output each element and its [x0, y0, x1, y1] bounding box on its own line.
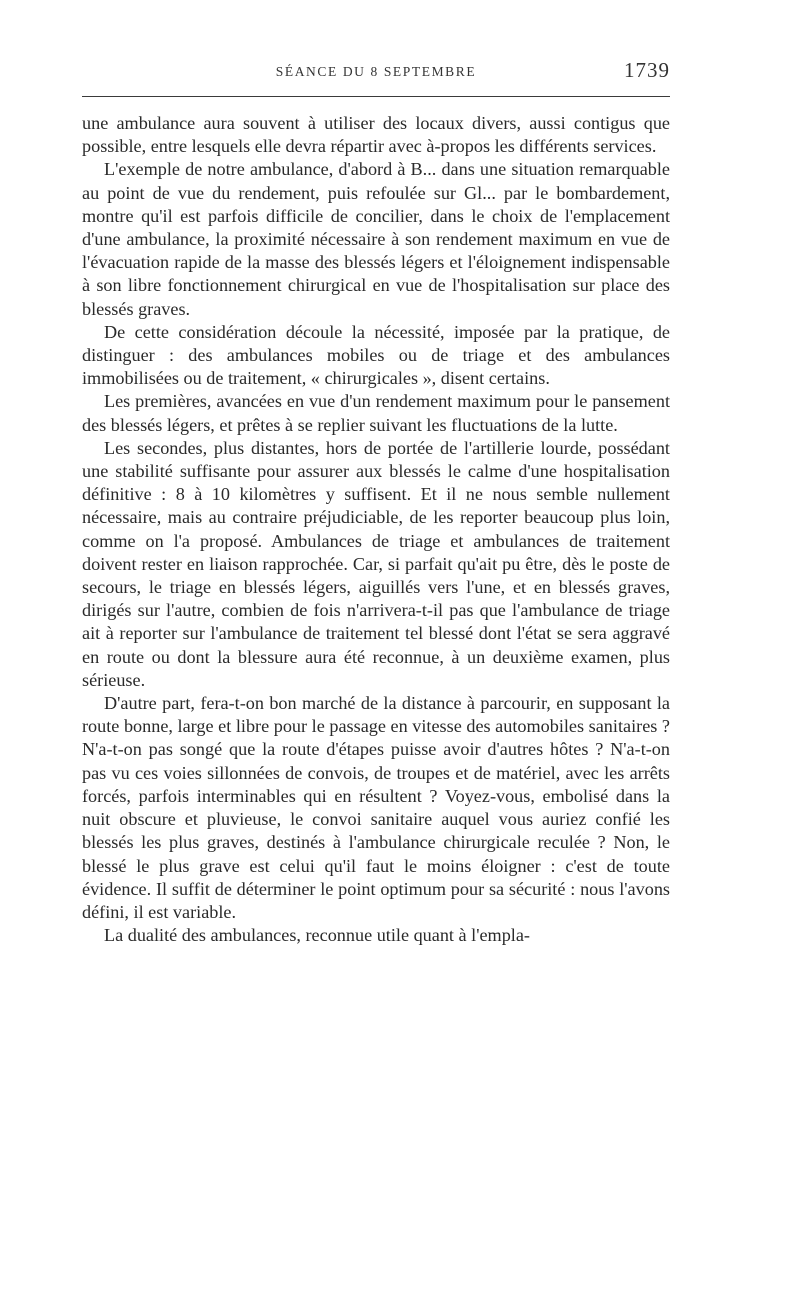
paragraph: De cette considération découle la nécessité, imposée par la pratique, de distinguer : des ambulances mobiles ou de triage et des ambulances immobilisées ou de traitement, « chirurgicales », disent certains.	[82, 321, 670, 389]
body-text	[82, 112, 670, 947]
paragraph: L'exemple de notre ambulance, d'abord à B... dans une situation remarquable au point de vue du rendement, puis refoulée sur Gl... par le bombardement, montre qu'il est parfois difficile de concilier, dans le choix de l'emplacement d'une ambulance, la proximité nécessaire à son rendement maximum en vue de l'évacuation rapide de la masse des blessés légers et l'éloignement indispensable à son libre fonctionnement chirurgical en vue de l'hospitalisation sur place des blessés graves.	[82, 159, 670, 319]
paragraph: Les secondes, plus distantes, hors de portée de l'artillerie lourde, possédant une stabilité suffisante pour assurer aux blessés le calme d'une hospitalisation définitive : 8 à 10 kilomètres y suffisent. Et il ne nous semble nullement nécessaire, mais au contraire préjudiciable, de les reporter beaucoup plus loin, comme on l'a proposé. Ambulances de triage et ambulances de traitement doivent rester en liaison rapprochée. Car, si parfait qu'ait pu être, dès le poste de secours, le triage en blessés légers, aiguillés vers l'une, et en blessés graves, dirigés sur l'autre, combien de fois n'arrivera-t-il pas que l'ambulance de triage ait à reporter sur l'ambulance de traitement tel blessé dont l'état se sera aggravé en route ou dont la blessure aura été reconnue, à un deuxième examen, plus sérieuse.	[82, 437, 670, 690]
paragraph: Les premières, avancées en vue d'un rendement maximum pour le pansement des blessés légers, et prêtes à se replier suivant les fluctuations de la lutte.	[82, 391, 670, 435]
header-rule	[82, 96, 670, 97]
running-head	[82, 58, 670, 88]
paragraph: D'autre part, fera-t-on bon marché de la distance à parcourir, en supposant la route bonne, large et libre pour le passage en vitesse des automobiles sanitaires ? N'a-t-on pas songé que la route d'étapes puisse avoir d'autres hôtes ? N'a-t-on pas vu ces voies sillonnées de convois, de troupes et de matériel, avec les arrêts forcés, parfois interminables qui en résultent ? Voyez-vous, embolisé dans la nuit obscure et pluvieuse, le convoi sanitaire auquel vous auriez confié les blessés les plus graves, destinés à l'ambulance chirurgicale reculée ? Non, le blessé le plus grave est celui qu'il faut le moins éloigner : c'est de toute évidence. Il suffit de déterminer le point optimum pour sa sécurité : nous l'avons défini, il est variable.	[82, 693, 670, 922]
page-number: 1739	[624, 58, 670, 82]
paragraph: La dualité des ambulances, reconnue utile quant à l'empla-	[104, 925, 530, 946]
running-title: SÉANCE DU 8 SEPTEMBRE	[275, 64, 477, 79]
paragraph: une ambulance aura souvent à utiliser des locaux divers, aussi contigus que possible, entre lesquels elle devra répartir avec à-propos les différents services.	[82, 113, 670, 157]
